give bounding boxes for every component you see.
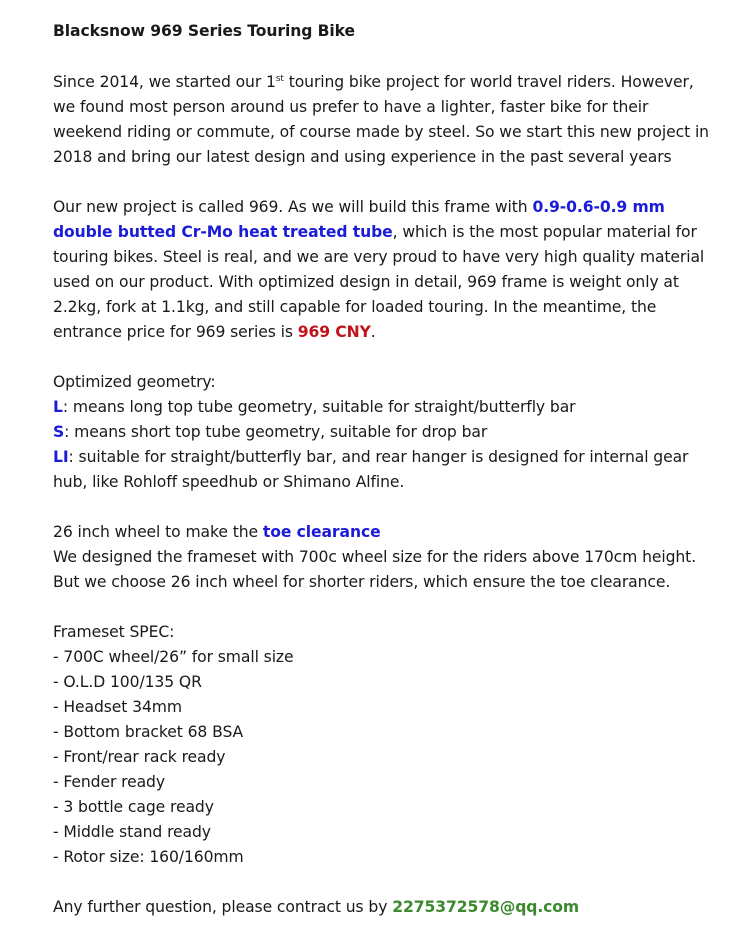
toe-clearance-highlight: toe clearance: [262, 523, 381, 541]
wheel-line-2: We designed the frameset with 700c wheel size for the riders above 170cm height.: [53, 548, 697, 566]
spec-item: - Middle stand ready: [53, 823, 211, 841]
doc-title: Blacksnow 969 Series Touring Bike: [53, 22, 355, 40]
geometry-desc: : means short top tube geometry, suitable for drop bar: [64, 423, 488, 441]
geometry-item-li-cont: hub, like Rohloff speedhub or Shimano Alfine.: [53, 473, 405, 491]
geometry-heading: Optimized geometry:: [53, 373, 216, 391]
period: .: [370, 323, 376, 341]
spec-heading: Frameset SPEC:: [53, 623, 175, 641]
project-line-5: 2.2kg, fork at 1.1kg, and still capable for loaded touring. In the meantime, the: [53, 298, 657, 316]
geometry-code: LI: [53, 448, 69, 466]
project-line-3: touring bikes. Steel is real, and we are very proud to have very high quality material: [53, 248, 705, 266]
price-highlight: 969 CNY: [297, 323, 371, 341]
geometry-desc: : means long top tube geometry, suitable for straight/butterfly bar: [62, 398, 576, 416]
contact-line: [53, 895, 579, 920]
spec-item: - Front/rear rack ready: [53, 748, 226, 766]
intro-line-4: 2018 and bring our latest design and using experience in the past several years: [53, 148, 672, 166]
project-line-1: [53, 195, 665, 220]
geometry-item-s: [53, 420, 487, 445]
contact-email: 2275372578@qq.com: [392, 898, 580, 916]
geometry-code: L: [53, 398, 63, 416]
project-text: entrance price for 969 series is: [53, 323, 298, 341]
geometry-desc: : suitable for straight/butterfly bar, and rear hanger is designed for internal gear: [68, 448, 689, 466]
wheel-text: 26 inch wheel to make the: [53, 523, 263, 541]
contact-text: Any further question, please contract us by: [53, 898, 393, 916]
spec-item: - Bottom bracket 68 BSA: [53, 723, 244, 741]
project-text: Our new project is called 969. As we will build this frame with: [53, 198, 533, 216]
wheel-line-3: But we choose 26 inch wheel for shorter riders, which ensure the toe clearance.: [53, 573, 671, 591]
intro-line-3: weekend riding or commute, of course made by steel. So we start this new project in: [53, 123, 709, 141]
geometry-item-li: [53, 445, 688, 470]
spec-item: - Fender ready: [53, 773, 165, 791]
project-line-2: [53, 220, 697, 245]
intro-text: Since 2014, we started our 1: [53, 73, 276, 91]
spec-item: - 3 bottle cage ready: [53, 798, 214, 816]
intro-line-2: we found most person around us prefer to have a lighter, faster bike for their: [53, 98, 649, 116]
intro-line-1: [53, 70, 694, 95]
tube-material-highlight: double butted Cr-Mo heat treated tube: [53, 223, 393, 241]
spec-item: - Rotor size: 160/160mm: [53, 848, 244, 866]
geometry-code: S: [53, 423, 65, 441]
ordinal-suffix: st: [275, 73, 284, 84]
project-line-4: used on our product. With optimized design in detail, 969 frame is weight only at: [53, 273, 679, 291]
wheel-line-1: [53, 520, 381, 545]
tube-spec-highlight: 0.9-0.6-0.9 mm: [532, 198, 665, 216]
spec-item: - Headset 34mm: [53, 698, 182, 716]
spec-item: - O.L.D 100/135 QR: [53, 673, 202, 691]
intro-text: touring bike project for world travel riders. However,: [283, 73, 694, 91]
geometry-item-l: [53, 395, 575, 420]
project-line-6: [53, 320, 376, 345]
project-text: , which is the most popular material for: [392, 223, 697, 241]
spec-item: - 700C wheel/26” for small size: [53, 648, 294, 666]
